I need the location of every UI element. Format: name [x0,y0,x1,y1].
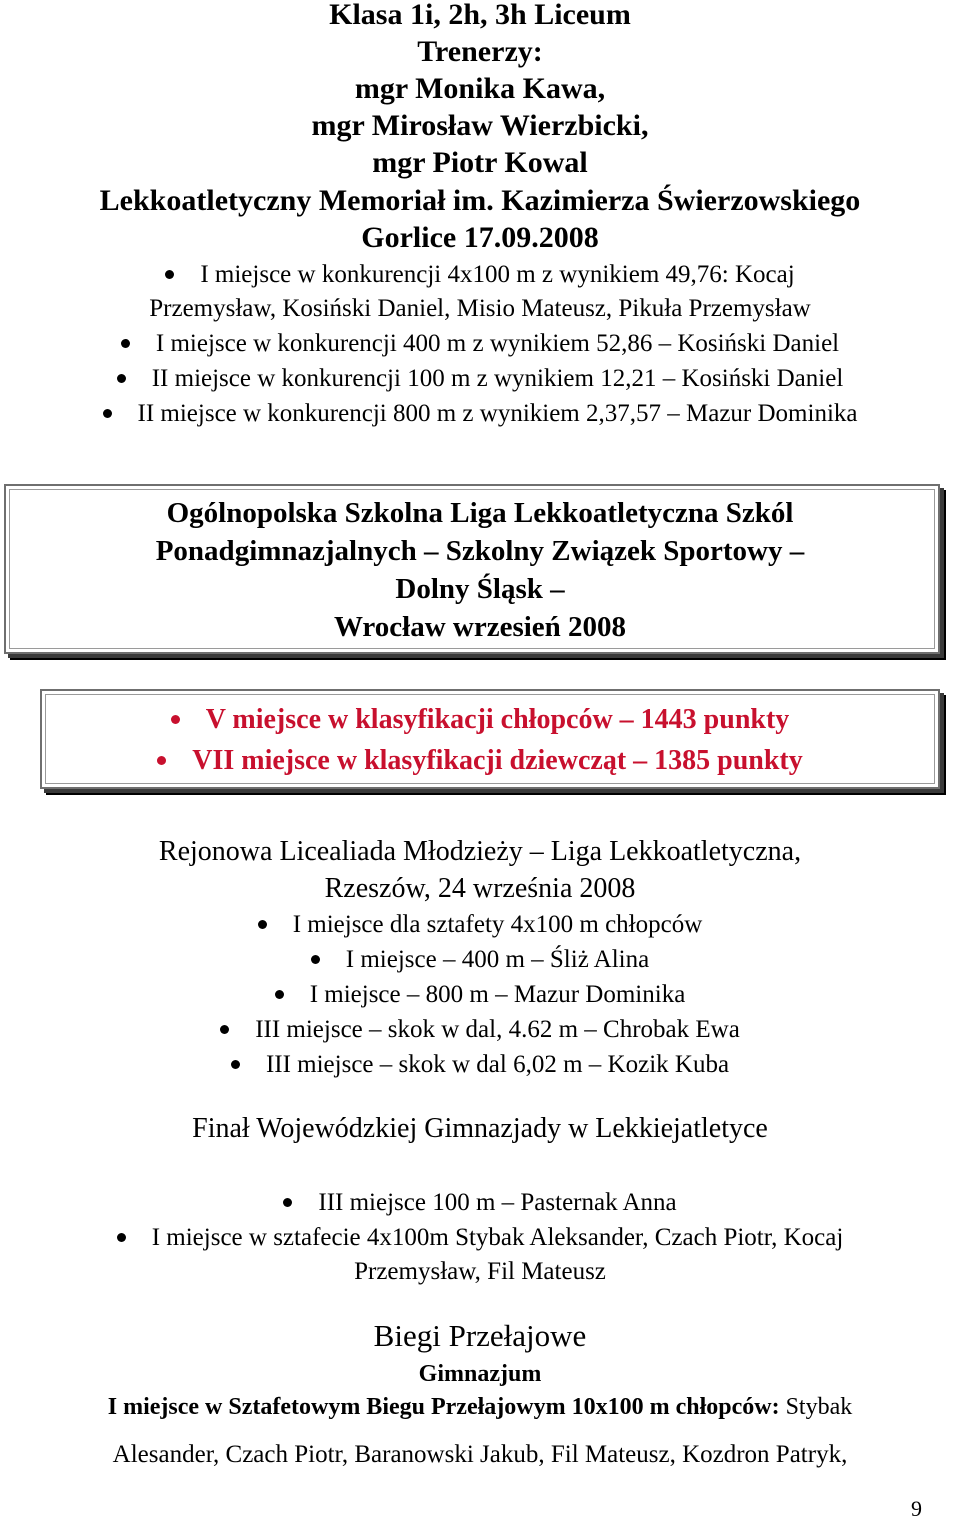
coach-name: mgr Piotr Kowal [372,146,588,179]
bullet-icon [231,1060,240,1069]
memorial-title: Lekkoatletyczny Memoriał im. Kazimierza Świerzowskiego [99,184,861,217]
bullet-icon [220,1025,229,1034]
licealiada-date: Rzeszów, 24 września 2008 [324,873,636,904]
bullet-icon [121,339,130,348]
bullet-icon [103,409,112,418]
class-heading: Klasa 1i, 2h, 3h Liceum [329,0,631,31]
list-item: I miejsce w konkurencji 400 m z wynikiem 52,86 – Kosiński Daniel [0,327,960,361]
list-item: II miejsce w konkurencji 800 m z wynikiem 2,37,57 – Mazur Dominika [0,397,960,431]
list-item: II miejsce w konkurencji 100 m z wynikiem 12,21 – Kosiński Daniel [0,362,960,396]
league-title: Ponadgimnazjalnych – Szkolny Związek Sportowy – [155,535,805,567]
gimnazjada-title: Finał Wojewódzkiej Gimnazjady w Lekkiejatletyce [192,1113,768,1144]
bullet-icon [311,955,320,964]
memorial-date: Gorlice 17.09.2008 [361,221,599,254]
page-number: 9 [911,1496,922,1521]
bullet-icon [171,715,180,724]
classification-girls: VII miejsce w klasyfikacji dziewcząt – 1385 punkty [0,743,960,779]
list-item: III miejsce – skok w dal, 4.62 m – Chrobak Ewa [0,1013,960,1047]
bullet-icon [117,374,126,383]
relay-team: Alesander, Czach Piotr, Baranowski Jakub, Fil Mateusz, Kozdron Patryk, [112,1441,848,1468]
list-item-continuation: Przemysław, Fil Mateusz [354,1258,606,1285]
bullet-icon [117,1233,126,1242]
league-date: Wrocław wrzesień 2008 [333,611,627,643]
cross-title: Biegi Przełajowe [373,1318,587,1353]
list-item-continuation: Przemysław, Kosiński Daniel, Misio Mateusz, Pikuła Przemysław [149,295,811,322]
list-item: I miejsce – 400 m – Śliż Alina [0,943,960,977]
bullet-icon [157,756,166,765]
list-item: III miejsce – skok w dal 6,02 m – Kozik Kuba [0,1048,960,1082]
league-region: Dolny Śląsk – [395,573,565,605]
relay-result: I miejsce w Sztafetowym Biegu Przełajowym 10x100 m chłopców: Stybak [107,1394,853,1420]
bullet-icon [258,920,267,929]
licealiada-title: Rejonowa Licealiada Młodzieży – Liga Lekkoatletyczna, [158,836,802,867]
bullet-icon [165,270,174,279]
league-title: Ogólnopolska Szkolna Liga Lekkoatletyczna Szkól [166,497,794,529]
list-item: I miejsce dla sztafety 4x100 m chłopców [0,908,960,942]
bullet-icon [275,990,284,999]
coaches-label: Trenerzy: [417,35,543,68]
list-item: I miejsce w konkurencji 4x100 m z wynikiem 49,76: Kocaj [0,258,960,292]
coach-name: mgr Mirosław Wierzbicki, [311,109,649,142]
classification-boys: V miejsce w klasyfikacji chłopców – 1443 punkty [0,702,960,738]
coach-name: mgr Monika Kawa, [354,72,606,105]
cross-subtitle: Gimnazjum [418,1361,542,1387]
list-item: III miejsce 100 m – Pasternak Anna [0,1186,960,1220]
list-item: I miejsce w sztafecie 4x100m Stybak Aleksander, Czach Piotr, Kocaj [0,1221,960,1255]
bullet-icon [283,1198,292,1207]
list-item: I miejsce – 800 m – Mazur Dominika [0,978,960,1012]
